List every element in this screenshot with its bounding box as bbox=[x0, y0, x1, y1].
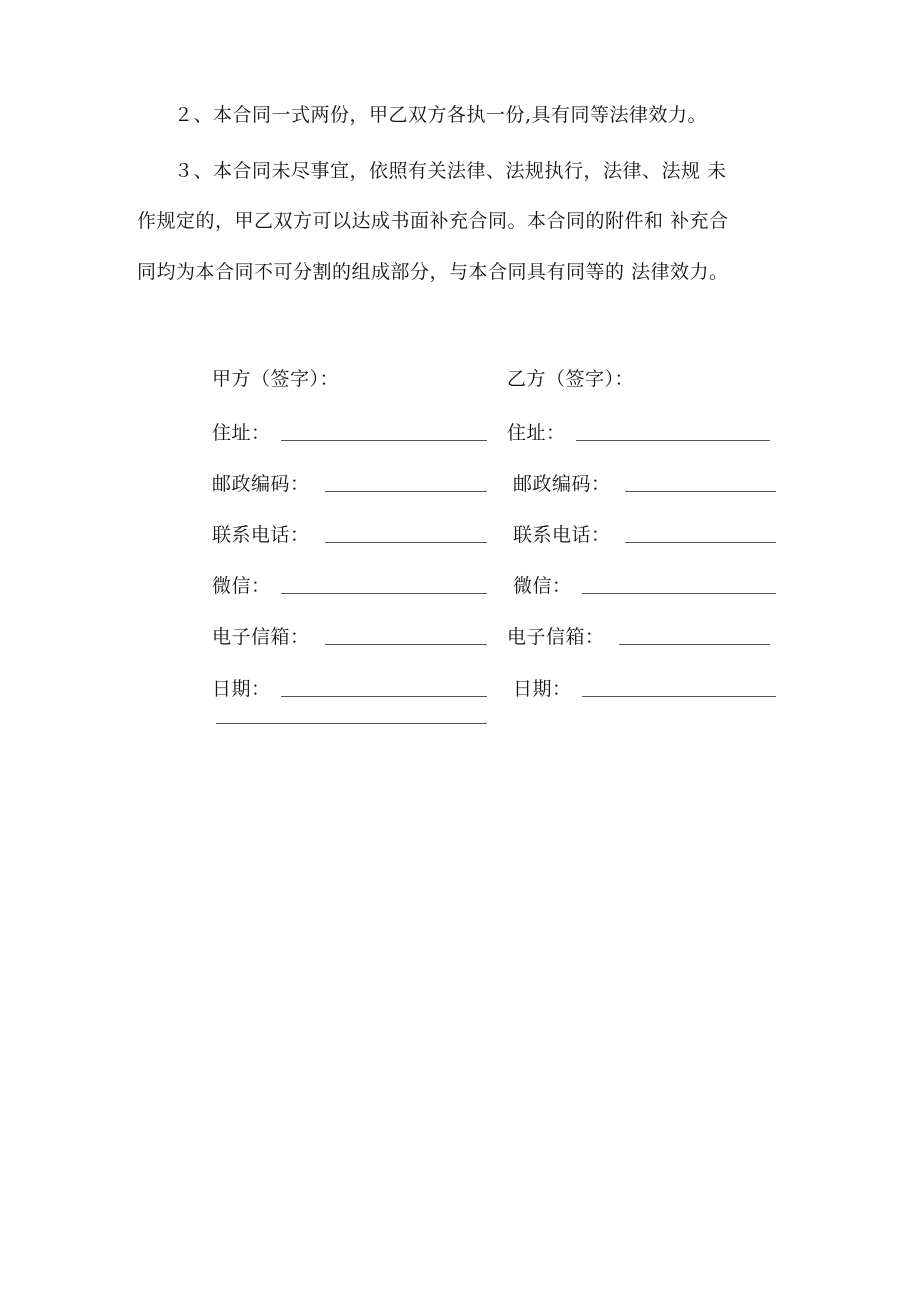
party-a-postcode-label: 邮政编码： bbox=[212, 473, 310, 495]
party-a-phone-label: 联系电话： bbox=[212, 524, 310, 546]
party-b-wechat-label: 微信： bbox=[513, 575, 572, 597]
party-b-email-field[interactable] bbox=[619, 644, 770, 645]
party-b-address-field[interactable] bbox=[576, 440, 770, 441]
clause-2: ２、本合同一式两份，甲乙双方各执一份,具有同等法律效力。 bbox=[174, 104, 708, 126]
party-b-heading: 乙方（签字）： bbox=[507, 368, 635, 390]
party-b-phone-field[interactable] bbox=[625, 542, 776, 543]
party-b-postcode-field[interactable] bbox=[625, 491, 776, 492]
party-a-phone-field[interactable] bbox=[325, 542, 487, 543]
party-b-date-field[interactable] bbox=[582, 696, 776, 697]
party-a-wechat-label: 微信： bbox=[212, 575, 271, 597]
party-b-date-label: 日期： bbox=[513, 678, 572, 700]
party-b-email-label: 电子信箱： bbox=[507, 626, 605, 648]
party-b-wechat-field[interactable] bbox=[582, 593, 776, 594]
party-a-date-label: 日期： bbox=[212, 678, 271, 700]
party-b-postcode-label: 邮政编码： bbox=[513, 473, 611, 495]
party-b-phone-label: 联系电话： bbox=[513, 524, 611, 546]
party-a-date-field[interactable] bbox=[281, 696, 487, 697]
clause-3-line-3: 同均为本合同不可分割的组成部分，与本合同具有同等的 法律效力。 bbox=[137, 261, 729, 283]
party-a-postcode-field[interactable] bbox=[325, 491, 487, 492]
clause-3-line-2: 作规定的，甲乙双方可以达成书面补充合同。本合同的附件和 补充合 bbox=[137, 210, 729, 232]
clause-3-line-1: ３、本合同未尽事宜，依照有关法律、法规执行，法律、法规 未 bbox=[174, 160, 727, 182]
party-a-email-field[interactable] bbox=[325, 644, 487, 645]
party-a-address-label: 住址： bbox=[212, 422, 271, 444]
party-a-address-field[interactable] bbox=[281, 440, 487, 441]
party-a-wechat-field[interactable] bbox=[281, 593, 487, 594]
party-a-extra-line[interactable] bbox=[216, 723, 487, 724]
party-a-heading: 甲方（签字）： bbox=[212, 368, 340, 390]
party-b-address-label: 住址： bbox=[507, 422, 566, 444]
party-a-email-label: 电子信箱： bbox=[212, 626, 310, 648]
